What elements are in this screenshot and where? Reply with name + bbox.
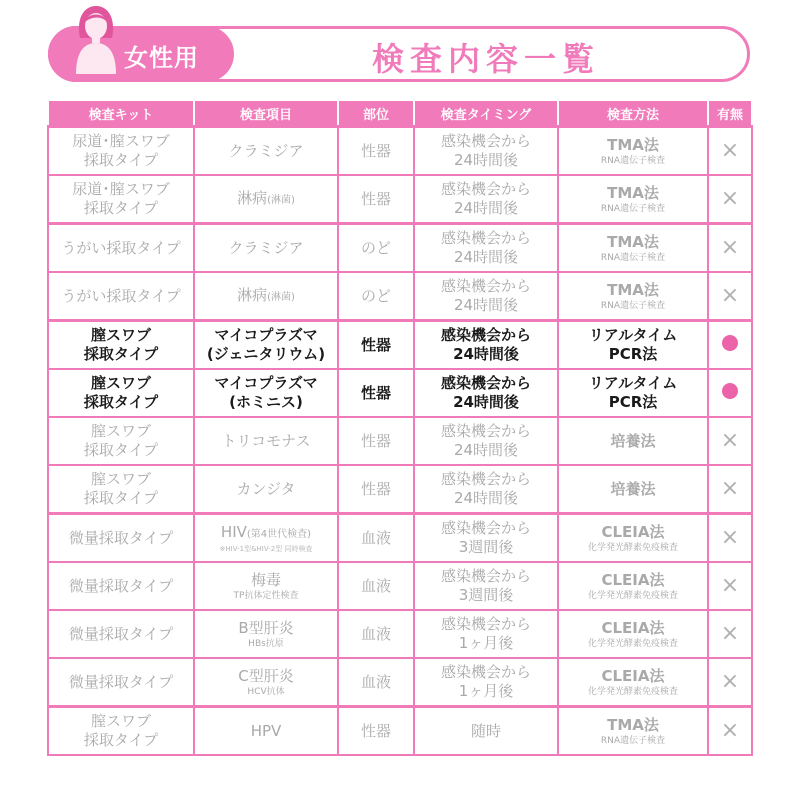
kit-cell bbox=[48, 707, 194, 756]
kit-cell bbox=[48, 465, 194, 514]
kit-cell bbox=[48, 658, 194, 707]
site-label: のど bbox=[360, 286, 391, 305]
column-header-available: 有無 bbox=[708, 100, 752, 127]
method-label: 培養法 bbox=[610, 431, 656, 450]
site-cell bbox=[338, 321, 414, 370]
availability-cell bbox=[708, 514, 752, 563]
item-cell bbox=[194, 369, 338, 417]
site-label: 性器 bbox=[360, 479, 391, 498]
site-cell bbox=[338, 658, 414, 707]
method-sub-label: RNA遺伝子検査 bbox=[600, 155, 666, 166]
item-label: トリコモナス bbox=[221, 431, 311, 450]
method-cell bbox=[558, 658, 708, 707]
timing-cell bbox=[414, 465, 558, 514]
kit-label: 尿道･膣スワブ 採取タイプ bbox=[72, 132, 170, 169]
table-row bbox=[48, 562, 752, 610]
timing-label: 感染機会から 24時間後 bbox=[440, 326, 531, 363]
availability-cell bbox=[708, 707, 752, 756]
item-label: 淋病 bbox=[237, 188, 268, 207]
method-cell bbox=[558, 417, 708, 465]
unavailable-cross-icon: × bbox=[720, 718, 740, 743]
method-label: TMA法 bbox=[607, 232, 659, 251]
item-cell bbox=[194, 272, 338, 321]
availability-cell bbox=[708, 417, 752, 465]
site-label: 性器 bbox=[360, 141, 391, 160]
table-row bbox=[48, 369, 752, 417]
timing-label: 感染機会から 1ヶ月後 bbox=[440, 663, 531, 700]
column-header-timing: 検査タイミング bbox=[414, 100, 558, 127]
method-sub-label: RNA遺伝子検査 bbox=[600, 735, 666, 746]
unavailable-cross-icon: × bbox=[720, 621, 740, 646]
method-cell bbox=[558, 175, 708, 224]
unavailable-cross-icon: × bbox=[720, 476, 740, 501]
timing-label: 感染機会から 24時間後 bbox=[440, 277, 531, 314]
timing-cell bbox=[414, 224, 558, 273]
item-label: 淋病 bbox=[237, 285, 268, 304]
availability-cell bbox=[708, 127, 752, 176]
item-cell bbox=[194, 465, 338, 514]
timing-cell bbox=[414, 562, 558, 610]
item-label: B型肝炎 bbox=[238, 618, 294, 637]
table-row bbox=[48, 272, 752, 321]
table-row bbox=[48, 175, 752, 224]
unavailable-cross-icon: × bbox=[720, 235, 740, 260]
method-label: CLEIA法 bbox=[601, 666, 665, 685]
timing-label: 随時 bbox=[470, 721, 501, 740]
kit-label: うがい採取タイプ bbox=[61, 286, 181, 305]
kit-label: 微量採取タイプ bbox=[68, 576, 174, 595]
item-cell bbox=[194, 175, 338, 224]
site-cell bbox=[338, 369, 414, 417]
item-label: マイコプラズマ (ジェニタリウム) bbox=[206, 326, 326, 363]
method-sub-label: 化学発光酵素免疫検査 bbox=[587, 686, 678, 697]
method-sub-label: 化学発光酵素免疫検査 bbox=[587, 590, 678, 601]
timing-label: 感染機会から 24時間後 bbox=[440, 470, 531, 507]
site-label: 血液 bbox=[360, 624, 391, 643]
timing-cell bbox=[414, 272, 558, 321]
item-note: ※HIV-1型&HIV-2型 同時検査 bbox=[219, 544, 313, 553]
item-sub-label: TP抗体定性検査 bbox=[233, 590, 299, 601]
page-title: 検査内容一覧 bbox=[371, 40, 600, 78]
availability-cell bbox=[708, 610, 752, 658]
item-sub-label: HCV抗体 bbox=[247, 686, 285, 697]
method-label: TMA法 bbox=[607, 280, 659, 299]
unavailable-cross-icon: × bbox=[720, 525, 740, 550]
site-label: 血液 bbox=[360, 528, 391, 547]
method-cell bbox=[558, 465, 708, 514]
item-sub-label: (淋菌) bbox=[267, 194, 295, 206]
kit-cell bbox=[48, 417, 194, 465]
method-cell bbox=[558, 707, 708, 756]
method-sub-label: 化学発光酵素免疫検査 bbox=[587, 542, 678, 553]
site-cell bbox=[338, 465, 414, 514]
availability-cell bbox=[708, 224, 752, 273]
item-label: マイコプラズマ (ホミニス) bbox=[214, 374, 318, 411]
kit-label: 微量採取タイプ bbox=[68, 528, 174, 547]
site-label: 血液 bbox=[360, 576, 391, 595]
kit-label: 膣スワブ 採取タイプ bbox=[83, 470, 159, 507]
kit-label: 膣スワブ 採取タイプ bbox=[83, 712, 159, 749]
timing-cell bbox=[414, 514, 558, 563]
method-cell bbox=[558, 514, 708, 563]
item-label: カンジタ bbox=[236, 479, 296, 498]
site-cell bbox=[338, 707, 414, 756]
timing-cell bbox=[414, 707, 558, 756]
timing-cell bbox=[414, 321, 558, 370]
item-label: HIV bbox=[220, 522, 247, 541]
item-label: HPV bbox=[250, 721, 282, 740]
method-cell bbox=[558, 610, 708, 658]
kit-cell bbox=[48, 224, 194, 273]
kit-cell bbox=[48, 514, 194, 563]
item-label: クラミジア bbox=[228, 141, 304, 160]
site-cell bbox=[338, 514, 414, 563]
unavailable-cross-icon: × bbox=[720, 669, 740, 694]
table-row bbox=[48, 127, 752, 176]
timing-cell bbox=[414, 369, 558, 417]
test-table bbox=[47, 99, 753, 756]
site-cell bbox=[338, 417, 414, 465]
kit-cell bbox=[48, 562, 194, 610]
site-label: 血液 bbox=[360, 672, 391, 691]
table-row bbox=[48, 707, 752, 756]
table-row bbox=[48, 321, 752, 370]
method-label: リアルタイム PCR法 bbox=[588, 326, 678, 363]
availability-cell bbox=[708, 175, 752, 224]
item-cell bbox=[194, 707, 338, 756]
availability-cell bbox=[708, 321, 752, 370]
method-label: CLEIA法 bbox=[601, 570, 665, 589]
item-cell bbox=[194, 321, 338, 370]
available-dot-icon bbox=[722, 335, 738, 351]
site-label: 性器 bbox=[360, 383, 391, 402]
available-dot-icon bbox=[722, 383, 738, 399]
item-cell bbox=[194, 514, 338, 563]
timing-label: 感染機会から 1ヶ月後 bbox=[440, 615, 531, 652]
availability-cell bbox=[708, 658, 752, 707]
method-label: 培養法 bbox=[610, 479, 656, 498]
unavailable-cross-icon: × bbox=[720, 283, 740, 308]
method-label: CLEIA法 bbox=[601, 522, 665, 541]
method-label: CLEIA法 bbox=[601, 618, 665, 637]
site-cell bbox=[338, 272, 414, 321]
kit-label: 微量採取タイプ bbox=[68, 624, 174, 643]
kit-label: 尿道･膣スワブ 採取タイプ bbox=[72, 180, 170, 217]
kit-cell bbox=[48, 272, 194, 321]
method-label: TMA法 bbox=[607, 715, 659, 734]
method-cell bbox=[558, 369, 708, 417]
kit-cell bbox=[48, 127, 194, 176]
column-header-site: 部位 bbox=[338, 100, 414, 127]
item-label: C型肝炎 bbox=[238, 666, 294, 685]
method-cell bbox=[558, 321, 708, 370]
method-label: リアルタイム PCR法 bbox=[588, 374, 678, 411]
timing-label: 感染機会から 24時間後 bbox=[440, 229, 531, 266]
gender-label: 女性用 bbox=[124, 44, 199, 72]
item-cell bbox=[194, 127, 338, 176]
kit-label: 膣スワブ 採取タイプ bbox=[83, 374, 159, 411]
table-header-row bbox=[48, 100, 752, 127]
availability-cell bbox=[708, 562, 752, 610]
site-cell bbox=[338, 610, 414, 658]
kit-label: 膣スワブ 採取タイプ bbox=[83, 326, 159, 363]
kit-cell bbox=[48, 321, 194, 370]
table-row bbox=[48, 658, 752, 707]
column-header-item: 検査項目 bbox=[194, 100, 338, 127]
timing-label: 感染機会から 24時間後 bbox=[440, 374, 531, 411]
kit-label: 膣スワブ 採取タイプ bbox=[83, 422, 159, 459]
timing-label: 感染機会から 3週間後 bbox=[440, 519, 531, 556]
method-cell bbox=[558, 224, 708, 273]
availability-cell bbox=[708, 369, 752, 417]
item-label: クラミジア bbox=[228, 238, 304, 257]
column-header-method: 検査方法 bbox=[558, 100, 708, 127]
unavailable-cross-icon: × bbox=[720, 186, 740, 211]
item-sub-label: (淋菌) bbox=[267, 291, 295, 303]
kit-label: 微量採取タイプ bbox=[68, 672, 174, 691]
availability-cell bbox=[708, 272, 752, 321]
kit-cell bbox=[48, 369, 194, 417]
timing-cell bbox=[414, 127, 558, 176]
method-sub-label: RNA遺伝子検査 bbox=[600, 203, 666, 214]
timing-cell bbox=[414, 175, 558, 224]
kit-cell bbox=[48, 610, 194, 658]
unavailable-cross-icon: × bbox=[720, 138, 740, 163]
site-cell bbox=[338, 127, 414, 176]
timing-label: 感染機会から 24時間後 bbox=[440, 132, 531, 169]
table-row bbox=[48, 417, 752, 465]
site-cell bbox=[338, 224, 414, 273]
item-sub-label: HBs抗原 bbox=[248, 638, 284, 649]
unavailable-cross-icon: × bbox=[720, 573, 740, 598]
method-cell bbox=[558, 127, 708, 176]
method-cell bbox=[558, 562, 708, 610]
timing-label: 感染機会から 24時間後 bbox=[440, 180, 531, 217]
item-cell bbox=[194, 562, 338, 610]
woman-avatar-icon bbox=[72, 4, 120, 74]
item-label: 梅毒 bbox=[250, 570, 281, 589]
table-row bbox=[48, 514, 752, 563]
site-label: 性器 bbox=[360, 721, 391, 740]
method-sub-label: RNA遺伝子検査 bbox=[600, 252, 666, 263]
timing-cell bbox=[414, 417, 558, 465]
method-label: TMA法 bbox=[607, 183, 659, 202]
unavailable-cross-icon: × bbox=[720, 428, 740, 453]
item-sub-label: (第4世代検査) bbox=[246, 528, 312, 540]
table-row bbox=[48, 610, 752, 658]
item-cell bbox=[194, 224, 338, 273]
site-cell bbox=[338, 175, 414, 224]
item-cell bbox=[194, 658, 338, 707]
table-row bbox=[48, 465, 752, 514]
method-sub-label: RNA遺伝子検査 bbox=[600, 300, 666, 311]
kit-cell bbox=[48, 175, 194, 224]
availability-cell bbox=[708, 465, 752, 514]
table-body bbox=[48, 127, 752, 756]
site-label: 性器 bbox=[360, 431, 391, 450]
site-label: 性器 bbox=[360, 189, 391, 208]
site-cell bbox=[338, 562, 414, 610]
item-cell bbox=[194, 417, 338, 465]
timing-label: 感染機会から 3週間後 bbox=[440, 567, 531, 604]
method-cell bbox=[558, 272, 708, 321]
method-sub-label: 化学発光酵素免疫検査 bbox=[587, 638, 678, 649]
table-row bbox=[48, 224, 752, 273]
column-header-kit: 検査キット bbox=[48, 100, 194, 127]
item-cell bbox=[194, 610, 338, 658]
kit-label: うがい採取タイプ bbox=[61, 238, 181, 257]
timing-cell bbox=[414, 658, 558, 707]
method-label: TMA法 bbox=[607, 135, 659, 154]
site-label: のど bbox=[360, 238, 391, 257]
timing-label: 感染機会から 24時間後 bbox=[440, 422, 531, 459]
timing-cell bbox=[414, 610, 558, 658]
site-label: 性器 bbox=[360, 335, 391, 354]
